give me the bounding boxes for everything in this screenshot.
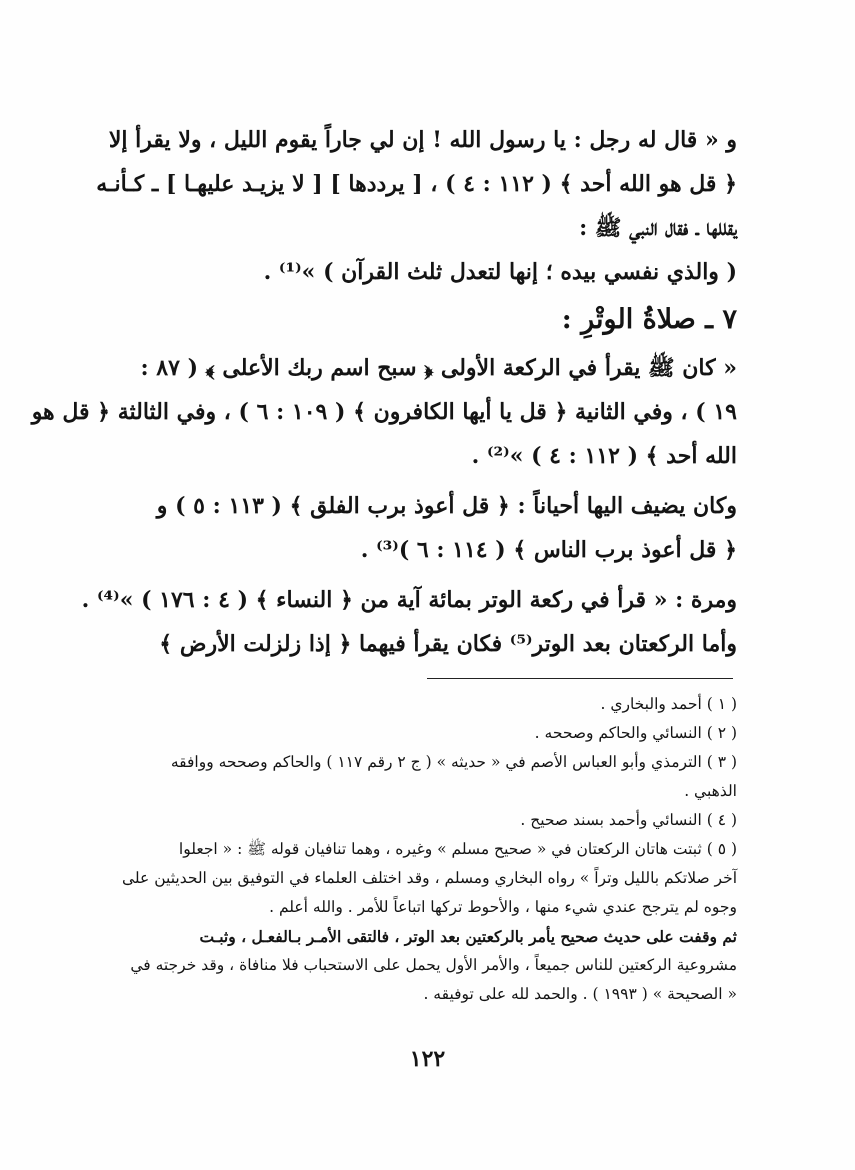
text-line: ١٩ ) ، وفي الثانية ﴿ قل يا أيها الكافرون ﴾ ( ١٠٩ : ٦ ) ، وفي الثالثة ﴿ قل هو (31, 399, 737, 425)
text-line: ومرة : « قرأ في ركعة الوتر بمائة آية من ﴿ النساء ﴾ ( ٤ : ١٧٦ ) »⁽⁴⁾ . (81, 587, 737, 613)
text-line: ﴿ قل أعوذ برب الناس ﴾ ( ١١٤ : ٦ )⁽³⁾ . (360, 537, 737, 563)
footnote-divider (427, 678, 733, 679)
footnote-line: ( ٢ ) النسائي والحاكم وصححه . (534, 724, 737, 742)
text-line: الله أحد ﴾ ( ١١٢ : ٤ ) »⁽²⁾ . (471, 443, 737, 469)
footnote-line: مشروعية الركعتين للناس جميعاً ، والأمر الأول يحمل على الاستحباب فلا منافاة ، وقد خرجته في (130, 956, 737, 974)
footnote-line: ثم وقفت على حديث صحيح يأمر بالركعتين بعد الوتر ، فالتقى الأمـر بـالفعـل ، وثبـت (199, 927, 737, 946)
footnotes (119, 690, 737, 1009)
text-line: يقللها ـ فقال النبي ﷺ : (579, 215, 737, 241)
footnote-line: ( ٥ ) ثبتت هاتان الركعتان في « صحيح مسلم » وغيره ، وهما تنافيان قوله ﷺ : « اجعلوا (178, 840, 737, 858)
text-line: ﴿ قل هو الله أحد ﴾ ( ١١٢ : ٤ ) ، [ يرددها ] [ لا يزيـد عليهـا ] ـ كـأنـه (96, 171, 737, 197)
footnote-line: آخر صلاتكم بالليل وتراً » رواه البخاري ومسلم ، وقد اختلف العلماء في التوفيق بين الحديثين على (122, 869, 737, 887)
text-line: و « قال له رجل : يا رسول الله ! إن لي جاراً يقوم الليل ، ولا يقرأ إلا (108, 127, 737, 153)
footnote-line: الذهبي . (684, 782, 737, 800)
text-line: « كان ﷺ يقرأ في الركعة الأولى ﴿ سبح اسم ربك الأعلى ﴾ ( ٨٧ : (140, 355, 737, 381)
text-line: ( والذي نفسي بيده ؛ إنها لتعدل ثلث القرآن ) »⁽¹⁾ . (263, 259, 737, 285)
footnote-line: وجوه لم يترجح عندي شيء منها ، والأحوط تركها اتباعاً للأمر . والله أعلم . (269, 898, 737, 916)
text-line: وكان يضيف اليها أحياناً : ﴿ قل أعوذ برب الفلق ﴾ ( ١١٣ : ٥ ) و (156, 493, 737, 519)
section-heading: ٧ ـ صلاةُ الوتْرِ : (561, 304, 737, 335)
footnote-line: ( ٤ ) النسائي وأحمد بسند صحيح . (520, 811, 737, 829)
footnote-line: ( ٣ ) الترمذي وأبو العباس الأصم في « حديثه » ( ج ٢ رقم ١١٧ ) والحاكم وصححه ووافقه (170, 753, 737, 771)
footnote-line: « الصحيحة » ( ١٩٩٣ ) . والحمد لله على توفيقه . (423, 985, 737, 1003)
footnote-line: ( ١ ) أحمد والبخاري . (600, 695, 737, 713)
main-text (31, 118, 737, 666)
page-number: ١٢٢ (409, 1046, 446, 1072)
text-line: وأما الركعتان بعد الوتر⁽⁵⁾ فكان يقرأ فيهما ﴿ إذا زلزلت الأرض ﴾ (159, 631, 737, 657)
